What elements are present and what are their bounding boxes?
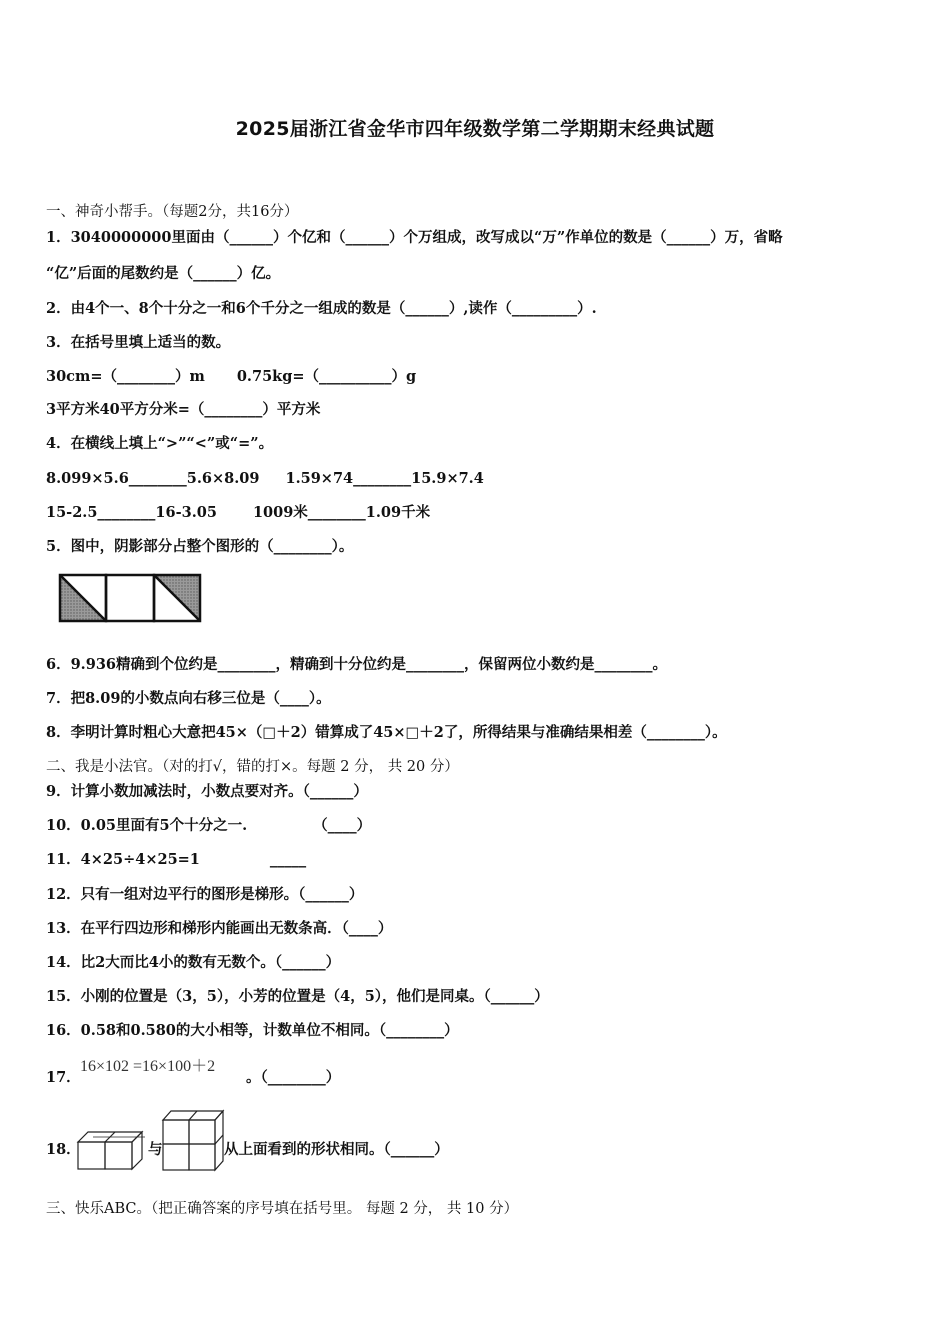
- question-3-item-kg: 0.75kg=（__________）g: [236, 368, 417, 385]
- question-4-item-3: 15-2.5________16-3.05: [46, 504, 217, 521]
- question-17-blank: 。（________）: [246, 1069, 341, 1086]
- question-3-row-2: 3平方米40平方分米=（________）平方米: [46, 401, 321, 418]
- question-12: 12．只有一组对边平行的图形是梯形。（______）: [46, 886, 364, 903]
- question-13: 13．在平行四边形和梯形内能画出无数条高．（____）: [46, 920, 393, 937]
- question-4: 4．在横线上填上“>”“<”或“=”。: [46, 435, 274, 452]
- question-4-item-2: 1.59×74________15.9×7.4: [285, 470, 484, 487]
- question-5: 5．图中，阴影部分占整个图形的（________）。: [46, 538, 354, 555]
- question-3-row-1: [46, 367, 416, 387]
- question-17-number: 17．: [46, 1069, 81, 1086]
- question-2: 2．由4个一、8个十分之一和6个千分之一组成的数是（______）,读作（_________）.: [46, 300, 597, 317]
- question-15: 15．小刚的位置是（3，5），小芳的位置是（4，5），他们是同桌。（______）: [46, 988, 549, 1005]
- page-title: 2025届浙江省金华市四年级数学第二学期期末经典试题: [235, 118, 715, 140]
- section-1-heading: 一、神奇小帮手。（每题2分，共16分）: [46, 204, 299, 220]
- question-8: 8．李明计算时粗心大意把45×（□＋2）错算成了45×□＋2了，所得结果与准确结果相差（________）。: [46, 724, 727, 741]
- question-4-item-4: 1009米________1.09千米: [252, 504, 431, 521]
- section-2-heading: 二、我是小法官。（对的打√，错的打×。每题 2 分， 共 20 分）: [46, 759, 459, 775]
- question-4-row-1: [46, 469, 484, 489]
- question-18-number: 18．: [46, 1141, 81, 1158]
- question-6: 6．9.936精确到个位约是________，精确到十分位约是________，保留两位小数约是________。: [46, 656, 667, 673]
- question-3: 3．在括号里填上适当的数。: [46, 334, 231, 351]
- question-10-blank: （____）: [313, 817, 372, 834]
- question-10-text: 10．0.05里面有5个十分之一.: [46, 817, 248, 834]
- question-10: [46, 816, 371, 836]
- section-3-heading: 三、快乐ABC。（把正确答案的序号填在括号里。 每题 2 分， 共 10 分）: [46, 1201, 519, 1217]
- question-3-item-cm: 30cm=（________）m: [46, 368, 205, 385]
- question-11-text: 11．4×25÷4×25=1: [46, 851, 200, 868]
- question-14: 14．比2大而比4小的数有无数个。（______）: [46, 954, 341, 971]
- question-18-connector: 与: [148, 1141, 163, 1158]
- cube-stack-figure: [160, 1108, 226, 1174]
- question-11-blank: _____: [269, 851, 307, 868]
- two-cubes-figure: [76, 1126, 148, 1174]
- question-4-item-1: 8.099×5.6________5.6×8.09: [46, 470, 260, 487]
- question-4-row-2: [46, 503, 430, 523]
- question-17-formula: 16×102 =16×100＋2: [80, 1058, 216, 1075]
- question-1-line-1: 1．3040000000里面由（______）个亿和（______）个万组成，改写成以“万”作单位的数是（______）万，省略: [46, 229, 783, 246]
- question-16: 16．0.58和0.580的大小相等，计数单位不相同。（________）: [46, 1022, 459, 1039]
- shaded-squares-figure: [58, 573, 204, 625]
- question-7: 7．把8.09的小数点向右移三位是（____）。: [46, 690, 331, 707]
- question-1-line-2: “亿”后面的尾数约是（______）亿。: [46, 265, 281, 282]
- question-18-text: 从上面看到的形状相同。（______）: [224, 1141, 449, 1158]
- question-11: [46, 850, 306, 870]
- question-9: 9．计算小数加减法时，小数点要对齐。（______）: [46, 783, 368, 800]
